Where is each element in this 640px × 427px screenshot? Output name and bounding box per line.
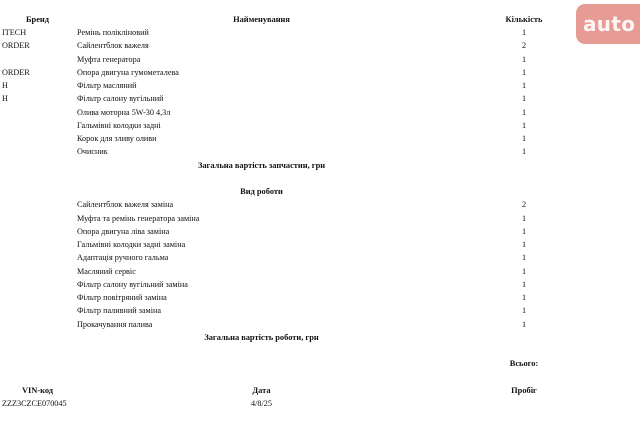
header-name: Найменування (233, 14, 290, 24)
gap-cell (448, 172, 600, 185)
cell-quantity[interactable]: 1 (521, 107, 527, 117)
table-row[interactable] (0, 80, 640, 93)
cell-work-quantity[interactable]: 1 (521, 240, 527, 250)
table-row[interactable] (0, 40, 640, 53)
table-row[interactable] (0, 252, 640, 265)
spacer-cell (75, 0, 448, 13)
cell-work-name[interactable]: Масляний сервіс (77, 266, 136, 276)
cell-work-blank (0, 278, 75, 291)
cell-work-name[interactable]: Фільтр паливний заміна (77, 306, 162, 316)
cell-work-blank (0, 199, 75, 212)
table-row[interactable] (0, 225, 640, 238)
cell-sum[interactable] (600, 66, 640, 79)
value-mileage[interactable] (448, 398, 600, 411)
cell-brand[interactable]: H (2, 81, 8, 91)
blank-cell (448, 371, 600, 384)
spacer-cell (0, 0, 75, 13)
cell-quantity[interactable]: 1 (521, 81, 527, 91)
cell-name[interactable]: Корок для зливу оливи (77, 134, 157, 144)
header-vin: VIN-код (21, 385, 54, 395)
cell-quantity[interactable]: 1 (521, 28, 527, 38)
cell-name[interactable]: Сайлентблок важеля (77, 41, 149, 51)
work-header-name: Вид роботи (240, 187, 283, 197)
header-quantity: Кількість (505, 14, 543, 24)
cell-work-name[interactable]: Адаптація ручного гальма (77, 253, 169, 263)
grand-total-blank-cell (0, 358, 75, 371)
blank-cell (600, 371, 640, 384)
blank-cell (0, 345, 75, 358)
cell-quantity[interactable]: 1 (521, 94, 527, 104)
cell-sum[interactable] (600, 93, 640, 106)
cell-work-blank (0, 292, 75, 305)
header-date: Дата (252, 385, 271, 395)
grand-total-row[interactable] (0, 358, 640, 371)
table-row[interactable] (0, 93, 640, 106)
grand-total-blank-cell (75, 358, 448, 371)
parts-total-sum[interactable] (600, 159, 640, 172)
work-total-row[interactable] (0, 331, 640, 344)
cell-brand[interactable] (0, 53, 75, 66)
cell-brand[interactable] (0, 146, 75, 159)
work-total-label: Загальна вартість роботи, грн (204, 332, 319, 342)
cell-work-sum[interactable] (600, 318, 640, 331)
parts-total-brand-cell (0, 159, 75, 172)
cell-quantity[interactable]: 1 (521, 54, 527, 64)
cell-sum[interactable] (600, 119, 640, 132)
blank-cell (448, 345, 600, 358)
header-brand: Бренд (26, 14, 49, 24)
parts-total-label: Загальна вартість запчастин, грн (197, 160, 326, 170)
cell-work-quantity[interactable]: 1 (521, 306, 527, 316)
cell-work-blank (0, 305, 75, 318)
cell-work-quantity[interactable]: 1 (521, 266, 527, 276)
cell-work-quantity[interactable]: 2 (521, 200, 527, 210)
cell-quantity[interactable]: 1 (521, 67, 527, 77)
table-row[interactable] (0, 318, 640, 331)
parts-total-value[interactable] (448, 159, 600, 172)
value-date[interactable]: 4/8/25 (251, 399, 272, 409)
value-extra[interactable] (600, 398, 640, 411)
cell-work-name[interactable]: Фільтр салону вугільний заміна (77, 279, 188, 289)
cell-name[interactable]: Опора двигуна гумометалева (77, 67, 179, 77)
table-row[interactable] (0, 119, 640, 132)
cell-name[interactable]: Ремінь полікліновий (77, 28, 149, 38)
table-row[interactable] (0, 239, 640, 252)
cell-name[interactable]: Фільтр масляний (77, 81, 137, 91)
cell-work-sum[interactable] (600, 199, 640, 212)
table-row[interactable] (0, 53, 640, 66)
cell-work-quantity[interactable]: 1 (521, 279, 527, 289)
cell-sum[interactable] (600, 133, 640, 146)
work-header-brand (0, 186, 75, 199)
blank-cell (75, 371, 448, 384)
cell-work-name[interactable]: Гальмівні колодки задні заміна (77, 240, 186, 250)
cell-sum[interactable] (600, 40, 640, 53)
section-gap-row (0, 172, 640, 185)
work-total-sum[interactable] (600, 331, 640, 344)
cell-quantity[interactable]: 2 (521, 41, 527, 51)
cell-work-sum[interactable] (600, 212, 640, 225)
cell-work-name[interactable]: Опора двигуна ліва заміна (77, 226, 170, 236)
vehicle-info-header-row (0, 384, 640, 397)
cell-quantity[interactable]: 1 (521, 147, 527, 157)
cell-work-sum[interactable] (600, 265, 640, 278)
cell-work-name[interactable]: Сайлентблок важеля заміна (77, 200, 174, 210)
table-row[interactable] (0, 146, 640, 159)
cell-brand[interactable]: ORDER (2, 67, 30, 77)
gap-cell (0, 172, 75, 185)
blank-row (0, 345, 640, 358)
table-row[interactable] (0, 278, 640, 291)
table-row[interactable] (0, 199, 640, 212)
grand-total-value[interactable] (600, 358, 640, 371)
table-row[interactable] (0, 305, 640, 318)
cell-name[interactable]: Очисник (77, 147, 108, 157)
cell-sum[interactable] (600, 27, 640, 40)
spacer-cell (448, 0, 600, 13)
top-spacer-row (0, 0, 640, 13)
cell-work-quantity[interactable]: 1 (521, 213, 527, 223)
parts-total-row[interactable] (0, 159, 640, 172)
table-row[interactable] (0, 27, 640, 40)
header-extra (600, 384, 640, 397)
work-total-value[interactable] (448, 331, 600, 344)
gap-cell (75, 172, 448, 185)
cell-name[interactable]: Фільтр салону вугільний (77, 94, 164, 104)
grand-total-label: Всього: (509, 359, 539, 369)
cell-brand[interactable]: H (2, 94, 8, 104)
blank-row (0, 371, 640, 384)
spacer-cell (600, 0, 640, 13)
cell-work-sum[interactable] (600, 239, 640, 252)
work-header-quantity (448, 186, 600, 199)
work-total-blank-cell (0, 331, 75, 344)
cell-work-blank (0, 265, 75, 278)
table-row[interactable] (0, 66, 640, 79)
cell-sum[interactable] (600, 53, 640, 66)
cell-quantity[interactable]: 1 (521, 134, 527, 144)
cell-name[interactable]: Муфта генератора (77, 54, 141, 64)
cell-work-quantity[interactable]: 1 (521, 293, 527, 303)
blank-cell (600, 345, 640, 358)
cell-sum[interactable] (600, 146, 640, 159)
cell-work-sum[interactable] (600, 225, 640, 238)
watermark-label: auto (583, 12, 636, 36)
cell-work-blank (0, 239, 75, 252)
cell-work-quantity[interactable]: 1 (521, 253, 527, 263)
cell-quantity[interactable]: 1 (521, 120, 527, 130)
cell-name[interactable]: Гальмівні колодки задні (77, 120, 161, 130)
header-mileage: Пробіг (511, 385, 537, 395)
table-row[interactable] (0, 133, 640, 146)
header-sum (600, 13, 640, 26)
cell-work-blank (0, 252, 75, 265)
work-header-row (0, 186, 640, 199)
cell-work-sum[interactable] (600, 278, 640, 291)
cell-work-quantity[interactable]: 1 (521, 319, 527, 329)
table-row[interactable] (0, 265, 640, 278)
cell-brand[interactable]: ORDER (2, 41, 30, 51)
cell-brand[interactable] (0, 119, 75, 132)
gap-cell (600, 172, 640, 185)
cell-brand[interactable] (0, 106, 75, 119)
cell-sum[interactable] (600, 80, 640, 93)
work-header-sum (600, 186, 640, 199)
cell-work-name[interactable]: Фільтр повітряний заміна (77, 293, 167, 303)
cell-name[interactable]: Олива моторна 5W-30 4,3л (77, 107, 171, 117)
cell-work-sum[interactable] (600, 305, 640, 318)
blank-cell (0, 371, 75, 384)
cell-sum[interactable] (600, 106, 640, 119)
table-row[interactable] (0, 106, 640, 119)
cell-brand[interactable] (0, 133, 75, 146)
parts-header-row (0, 13, 640, 26)
value-vin[interactable]: ZZZ3CZCE070045 (2, 399, 67, 409)
blank-cell (75, 345, 448, 358)
table-row[interactable] (0, 212, 640, 225)
cell-work-sum[interactable] (600, 292, 640, 305)
cell-work-name[interactable]: Прокачування палива (77, 319, 153, 329)
vehicle-info-values-row[interactable] (0, 398, 640, 411)
cell-work-blank (0, 212, 75, 225)
cell-work-blank (0, 318, 75, 331)
cell-work-quantity[interactable]: 1 (521, 226, 527, 236)
cell-work-sum[interactable] (600, 252, 640, 265)
table-row[interactable] (0, 292, 640, 305)
cell-brand[interactable]: ITECH (2, 28, 27, 38)
cell-work-blank (0, 225, 75, 238)
cell-work-name[interactable]: Муфта та ремінь генератора заміна (77, 213, 200, 223)
